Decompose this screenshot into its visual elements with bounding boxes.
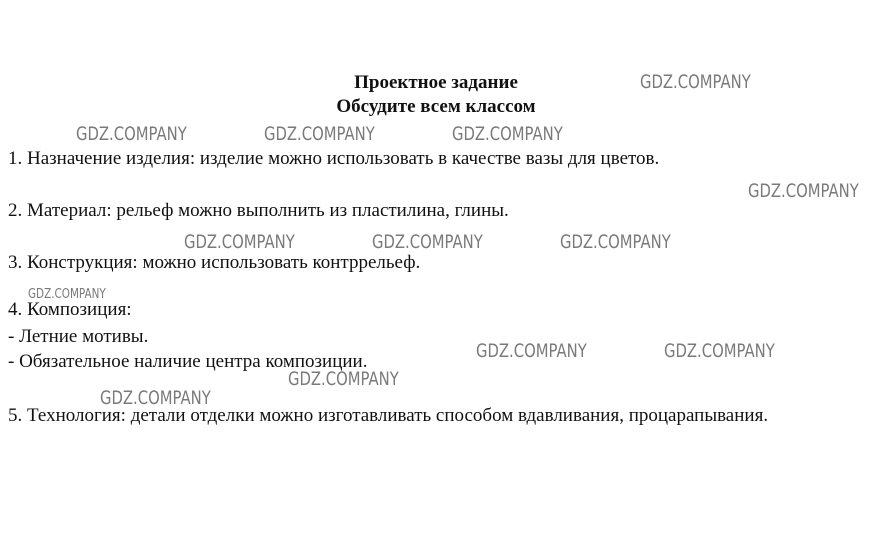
item-construction: 3. Конструкция: можно использовать контррельеф.	[8, 252, 421, 273]
watermark: GDZ.COMPANY	[476, 340, 587, 362]
watermark: GDZ.COMPANY	[100, 387, 211, 409]
watermark: GDZ.COMPANY	[28, 287, 106, 302]
watermark: GDZ.COMPANY	[748, 180, 859, 202]
watermark: GDZ.COMPANY	[452, 123, 563, 145]
item-technology: 5. Технология: детали отделки можно изготавливать способом вдавливания, процарапывания.	[8, 405, 769, 426]
watermark: GDZ.COMPANY	[184, 231, 295, 253]
watermark: GDZ.COMPANY	[664, 340, 775, 362]
item-purpose: 1. Назначение изделия: изделие можно использовать в качестве вазы для цветов.	[8, 148, 660, 169]
item-composition: 4. Композиция:	[8, 299, 132, 320]
page-title: Проектное задание	[354, 72, 518, 93]
watermark: GDZ.COMPANY	[372, 231, 483, 253]
watermark: GDZ.COMPANY	[560, 231, 671, 253]
watermark: GDZ.COMPANY	[76, 123, 187, 145]
page-subtitle: Обсудите всем классом	[336, 96, 536, 117]
item-material: 2. Материал: рельеф можно выполнить из пластилина, глины.	[8, 200, 509, 221]
watermark: GDZ.COMPANY	[288, 368, 399, 390]
item-composition-summer: - Летние мотивы.	[8, 326, 149, 347]
item-composition-center: - Обязательное наличие центра композиции.	[8, 351, 368, 372]
watermark: GDZ.COMPANY	[264, 123, 375, 145]
watermark: GDZ.COMPANY	[640, 71, 751, 93]
